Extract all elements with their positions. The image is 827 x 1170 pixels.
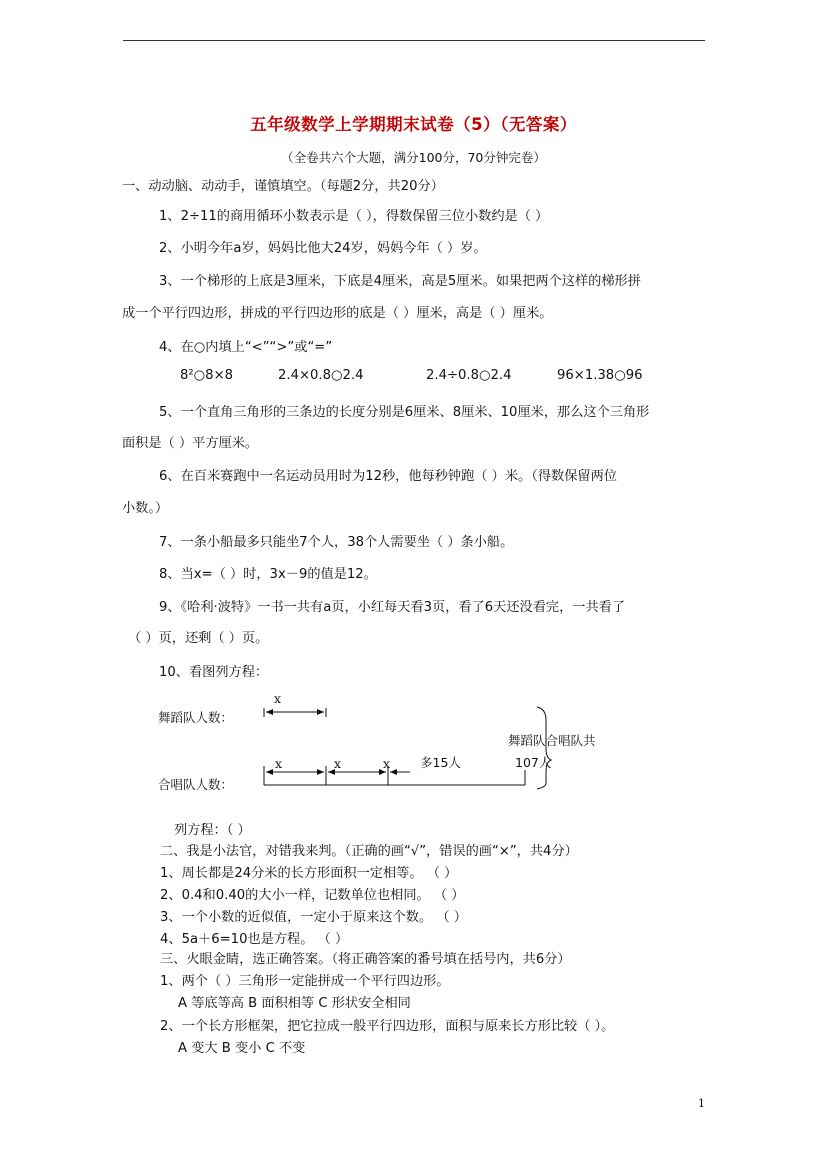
section2-heading: 二、我是小法官，对错我来判。（正确的画“√”，错误的画“×”，共4分） <box>160 844 578 859</box>
document-title: 五年级数学上学期期末试卷（5）（无答案） <box>250 115 577 134</box>
dance-team-label: 舞蹈队人数： <box>158 710 234 725</box>
question-4-item: 2.4÷0.8○2.4 <box>426 368 512 383</box>
choir-x-label: x <box>275 756 283 771</box>
choir-x-label: x <box>334 756 342 771</box>
equation-prompt: 列方程：（ ） <box>174 823 251 838</box>
question-4: 4、在○内填上“<”“>”或“=” <box>159 340 333 355</box>
question-8: 8、当x=（ ）时，3x－9的值是12。 <box>159 567 377 582</box>
choice-question-2-options: A 变大 B 变小 C 不变 <box>178 1041 306 1056</box>
choir-team-label: 合唱队人数： <box>158 777 234 792</box>
choice-question-2: 2、一个长方形框架，把它拉成一般平行四边形，面积与原来长方形比较（ ）。 <box>160 1019 615 1034</box>
dance-x-label: x <box>274 691 282 706</box>
question-4-item: 8²○8×8 <box>180 368 234 383</box>
question-1: 1、2÷11的商用循环小数表示是（ ），得数保留三位小数约是（ ） <box>159 209 549 224</box>
judge-item-4: 4、5a＋6=10也是方程。 （ ） <box>160 932 349 947</box>
question-10: 10、看图列方程： <box>159 665 269 680</box>
more-15-label: 多15人 <box>420 755 461 770</box>
dance-x-segment <box>264 691 326 717</box>
question-3-line2: 成一个平行四边形，拼成的平行四边形的底是（ ）厘米，高是（ ）厘米。 <box>122 306 553 321</box>
question-9-line1: 9、《哈利·波特》一书一共有a页，小红每天看3页，看了6天还没看完，一共看了 <box>159 600 626 615</box>
section1-heading: 一、动动脑、动动手，谨慎填空。（每题2分，共20分） <box>122 179 444 194</box>
document-subtitle: （全卷共六个大题，满分100分，70分钟完卷） <box>281 150 546 165</box>
total-brace <box>537 707 551 789</box>
section3-heading: 三、火眼金睛，选正确答案。（将正确答案的番号填在括号内，共6分） <box>160 952 571 967</box>
question-2: 2、小明今年a岁，妈妈比他大24岁，妈妈今年（ ）岁。 <box>159 241 487 256</box>
question-5-line1: 5、一个直角三角形的三条边的长度分别是6厘米、8厘米、10厘米，那么这个三角形 <box>159 405 650 420</box>
question-5-line2: 面积是（ ）平方厘米。 <box>122 436 259 451</box>
choir-x-label: x <box>383 756 391 771</box>
judge-item-2: 2、0.4和0.40的大小一样，记数单位也相同。 （ ） <box>160 888 465 903</box>
total-label-line2: 107人 <box>515 755 552 770</box>
question-7: 7、一条小船最多只能坐7个人，38个人需要坐（ ）条小船。 <box>159 535 514 550</box>
question-9-line2: （ ）页，还剩（ ）页。 <box>128 631 269 646</box>
judge-item-1: 1、周长都是24分米的长方形面积一定相等。 （ ） <box>160 866 458 881</box>
choice-question-1-options: A 等底等高 B 面积相等 C 形状安全相同 <box>178 996 411 1011</box>
choir-segments <box>264 755 525 785</box>
total-label-line1: 舞蹈队合唱队共 <box>508 733 596 748</box>
question-3-line1: 3、一个梯形的上底是3厘米，下底是4厘米，高是5厘米。如果把两个这样的梯形拼 <box>159 274 641 289</box>
question-4-item: 96×1.38○96 <box>557 368 643 383</box>
page-number: 1 <box>698 1097 705 1110</box>
question-4-item: 2.4×0.8○2.4 <box>278 368 364 383</box>
question-6-line1: 6、在百米赛跑中一名运动员用时为12秒，他每秒钟跑（ ）米。（得数保留两位 <box>159 469 617 484</box>
judge-item-3: 3、一个小数的近似值，一定小于原来这个数。 （ ） <box>160 910 467 925</box>
question-6-line2: 小数。） <box>122 501 169 516</box>
choice-question-1: 1、两个（ ）三角形一定能拼成一个平行四边形。 <box>160 974 450 989</box>
